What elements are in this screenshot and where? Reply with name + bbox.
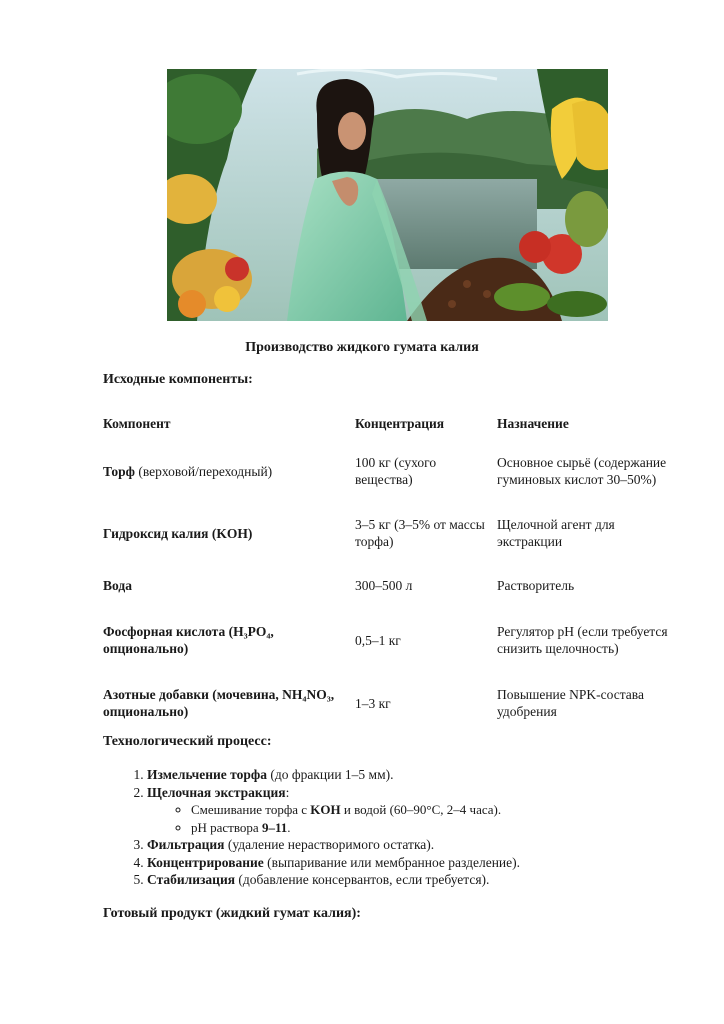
step-name: Концентрирование [147,854,264,870]
step-note: (добавление консервантов, если требуется). [235,872,490,887]
cell-component [103,608,355,672]
substep-text: и водой (60–90°C, 2–4 часа). [340,802,502,817]
cell-purpose: Щелочной агент для экстракции [497,517,615,549]
component-name: Гидроксид калия (KOH) [103,525,253,541]
cell-component [103,504,355,562]
cell-component [103,672,355,734]
list-item [147,836,707,854]
components-table [103,408,683,734]
section-heading-product: Готовый продукт (жидкий гумат калия): [103,906,361,921]
cell-concentration: 100 кг (сухого вещества) [355,455,437,487]
step-note: : [285,784,290,800]
list-item [191,801,707,819]
component-name: Вода [103,577,132,593]
list-item [191,819,707,837]
substep-text: . [287,819,291,835]
step-note: (удаление нерастворимого остатка). [224,837,435,852]
cell-purpose: Растворитель [497,577,575,593]
step-note: (до фракции 1–5 мм). [266,767,394,782]
cell-component [103,438,355,504]
table-row [103,672,683,734]
table-row [103,608,683,672]
component-name: Азотные добавки (мочевина, NH₄NO₃, опционально) [103,687,335,719]
substep-bold: KOH [310,802,341,817]
component-note: (верховой/переходный) [135,463,273,479]
substep-text: pH раствора [191,819,262,835]
document-title: Производство жидкого гумата калия [245,340,479,355]
column-header-purpose: Назначение [497,415,569,431]
hero-image [167,69,608,321]
tropical-photo-icon [167,69,608,321]
list-item [147,854,707,872]
cell-concentration: 300–500 л [355,577,413,593]
table-row [103,562,683,608]
column-header-component: Компонент [103,415,171,431]
cell-concentration: 3–5 кг (3–5% от массы торфа) [355,517,485,549]
component-name: Фосфорная кислота (H₃PO₄, опционально) [103,624,274,656]
process-steps-list [103,766,707,889]
table-row [103,504,683,562]
cell-purpose: Регулятор pH (если требуется снизить щелочность) [497,624,668,656]
step-name: Щелочная экстракция [147,784,286,800]
step-note: (выпаривание или мембранное разделение). [263,854,521,870]
cell-concentration: 0,5–1 кг [355,632,401,648]
substeps-list [147,801,707,836]
step-name: Стабилизация [147,872,236,887]
cell-component [103,562,355,608]
cell-purpose: Основное сырьё (содержание гуминовых кислот 30–50%) [497,455,667,487]
column-header-concentration: Концентрация [355,415,445,431]
section-heading-process: Технологический процесс: [103,734,272,749]
step-name: Измельчение торфа [147,767,267,782]
component-name: Торф [103,463,135,479]
cell-concentration: 1–3 кг [355,695,391,711]
section-heading-components: Исходные компоненты: [103,372,253,387]
step-name: Фильтрация [147,837,225,852]
table-row [103,438,683,504]
table-header-row [103,408,683,438]
list-item [147,766,707,784]
list-item [147,784,707,837]
substep-text: Смешивание торфа с [191,802,311,817]
list-item [147,871,707,889]
substep-bold: 9–11 [261,819,288,835]
cell-purpose: Повышение NPK-состава удобрения [497,687,644,719]
